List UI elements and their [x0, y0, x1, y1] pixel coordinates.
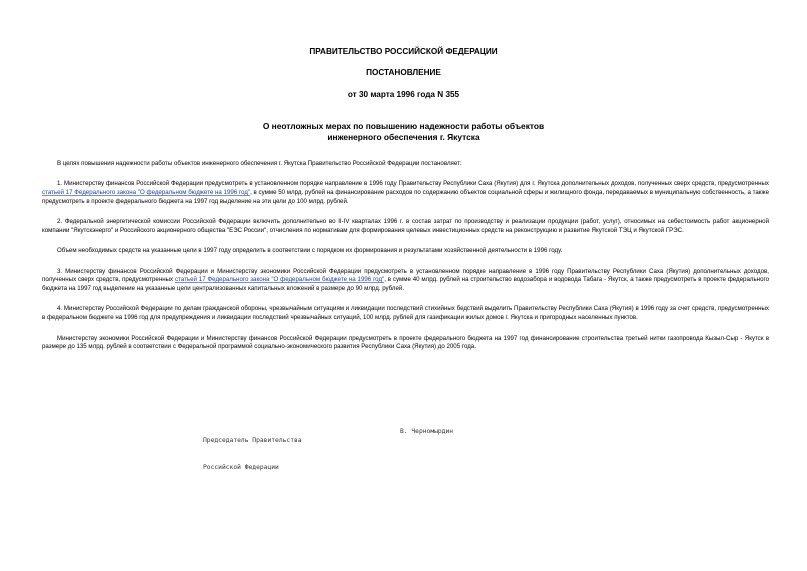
paragraph-5: Министерству экономики Российской Федерации и Министерству финансов Российской Федерации предусмотреть в проекте федерального бюджета на 1997 год финансирование строительства третьей нитки газопровода Кызыл-Сыр - Якутск в размере до 135 млрд. рублей в соответствии с Федеральной программой социально-экономического развития Республики Саха (Якутия) до 2005 года.	[42, 334, 769, 351]
document-title	[0, 121, 807, 142]
document-title-line-2: инженерного обеспечения г. Якутска	[327, 131, 480, 142]
paragraph-1-text-end: , в сумме 50 млрд. рублей на финансирование расходов по содержанию объектов социальной сферы и жилищного фонда, передаваемых в муниципальную собственность, а также предусмотреть в проекте федерального бюджета на 1997 год выделение на эти цели до 100 млрд. рублей.	[42, 189, 769, 205]
paragraph-2: 2. Федеральной энергетической комиссии Российской Федерации включить дополнительно во II-IV кварталах 1996 г. в состав затрат по производству и реализации продукции (работ, услуг), относимых на себестоимость работ акционерной компании "Якутскэнерго" и Российского акционерного общества "ЕЭС России", отчисления по нормативам для формирования целевых инвестиционных средств на реконструкцию и развитие Якутской ТЭЦ и Якутской ГРЭС.	[42, 218, 769, 234]
signatory-name: В. Черномырдин	[400, 428, 454, 435]
paragraph-1	[42, 180, 769, 206]
law-article-17-link-2[interactable]: статьей 17 Федерального закона "О федеральном бюджете на 1996 год"	[174, 276, 385, 284]
signatory-position-line-2: Российской Федерации	[203, 464, 279, 471]
paragraph-1-text-start: 1. Министерству финансов Российской Федерации предусмотреть в установленном порядке направление в 1996 году Правительству Республики Саха (Якутия) для г. Якутска дополнительных доходов, полученных сверх средств, предусмотренных	[57, 180, 769, 188]
document-body	[42, 160, 769, 364]
paragraph-2-continuation: Объем необходимых средств на указанные цели в 1997 году определить в соответствии с порядком их формирования и результатами хозяйственной деятельности в 1996 году.	[57, 247, 563, 255]
intro-paragraph: В целях повышения надежности работы объектов инженерного обеспечения г. Якутска Правительство Российской Федерации постановляет:	[57, 160, 462, 167]
law-article-17-link[interactable]: статьей 17 Федерального закона "О федеральном бюджете на 1996 год"	[42, 189, 251, 197]
document-date-number: от 30 марта 1996 года N 355	[347, 90, 460, 99]
document-type: ПОСТАНОВЛЕНИЕ	[366, 68, 441, 77]
signature-block	[203, 418, 302, 490]
government-name: ПРАВИТЕЛЬСТВО РОССИЙСКОЙ ФЕДЕРАЦИИ	[309, 47, 498, 56]
paragraph-3	[42, 268, 769, 294]
paragraph-3-text-start: 3. Министерству финансов Российской Федерации и Министерству экономики Российской Федерации предусмотреть в установленном порядке направление в 1996 году Правительству Республики Саха (Якутия) дополнительных доходов, полученных сверх средств, предусмотренных	[42, 267, 769, 284]
paragraph-4: 4. Министерству Российской Федерации по делам гражданской обороны, чрезвычайным ситуациям и ликвидации последствий стихийных бедствий выделить Правительству Республики Саха (Якутия) в 1996 году за счет средств, предусмотренных в федеральном бюджете на 1996 год для предупреждения и ликвидации последствий чрезвычайных ситуаций, 100 млрд. рублей для газификации жилых домов г. Якутска и пригородных населенных пунктов.	[42, 305, 769, 322]
signatory-position-line-1: Председатель Правительства	[203, 437, 302, 444]
document-title-line-1: О неотложных мерах по повышению надежности работы объектов	[262, 121, 545, 131]
paragraph-3-text-end: , в сумме 40 млрд. рублей на строительство водозабора и водовода Табага - Якутск, а также предусмотреть в проекте федерального бюджета на 1997 год выделение на указанные цели централизованных капитальных вложений в размере до 90 млрд. рублей.	[42, 276, 769, 293]
